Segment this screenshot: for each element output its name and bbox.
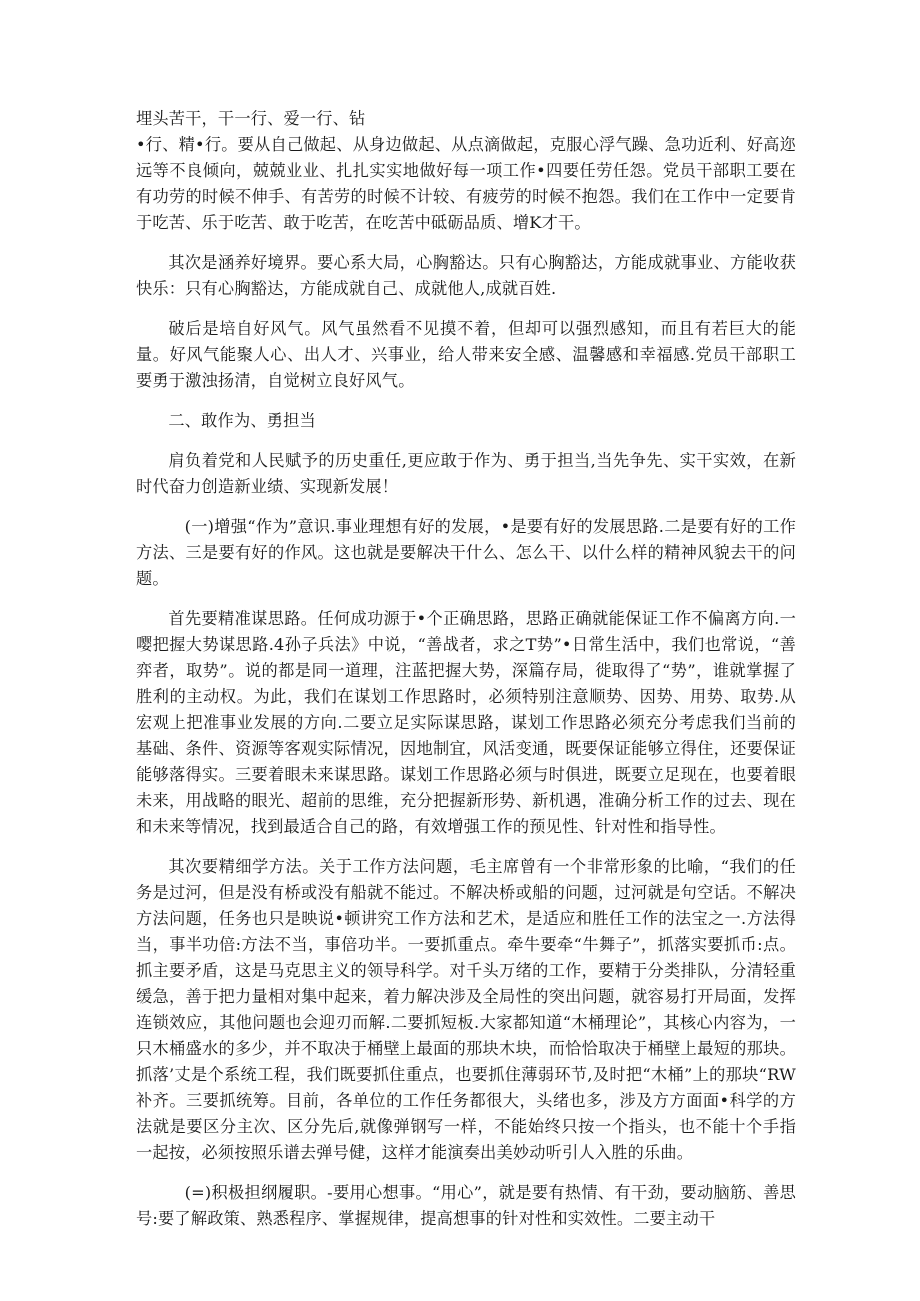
subsection-2: (=)积极担纲履职。-要用心想事。“用心”，就是要有热情、有干劲，要动脑筋、善思号:要了解政策、熟悉程序、掌握规律，提高想事的针对性和实效性。二要主动干 bbox=[136, 1183, 796, 1228]
paragraph-2: 其次是涵养好境界。要心系大局，心胸豁达。只有心胸豁达，方能成就事业、方能收获快乐：只有心胸豁达，方能成就自己、成就他人,成就百姓. bbox=[136, 253, 796, 298]
document-body bbox=[136, 106, 796, 1246]
paragraph-8: 其次要精细学方法。关于工作方法问题，毛主席曾有一个非常形象的比喻，“我们的任务是过河，但是没有桥或没有船就不能过。不解决桥或船的问题，过河就是句空话。不解决方法问题，任务也只是映说•顿讲究工作方法和艺术，是适应和胜任工作的法宝之一.方法得当，事半功倍:方法不当，事倍功半。一要抓重点。牵牛要牵“牛舞子”，抓落实要抓币:点。抓主要矛盾，这是马克思主义的领导科学。对千头万绪的工作，要精于分类排队，分清轻重缓急，善于把力量相对集中起来，着力解决涉及全局性的突出问题，就容易打开局面，发挥连锁效应，其他问题也会迎刃而解.二要抓短板.大家都知道“木桶理论”，其核心内容为，一只木桶盛水的多少，并不取决于桶壁上最面的那块木块，而恰恰取决于桶壁上最短的那块。抓落’丈是个系统工程，我们既要抓住重点，也要抓住薄弱环节,及时把“木桶”上的那块“RW补齐。三要抓统筹。目前，各单位的工作任务都很大，头绪也多，涉及方方面面•科学的方法就是要区分主次、区分先后,就像弹钢写一样，不能始终只按一个指头，也不能十个手指一起按，必须按照乐谱去弹号健，这样才能演奏出美妙动听引人入胜的乐曲。 bbox=[136, 857, 796, 1162]
paragraph-3: 破后是培自好风气。风气虽然看不见摸不着，但却可以强烈感知，而且有若巨大的能量。好风气能聚人心、出人才、兴事业，给人带来安全感、温馨感和幸福感.党员干部职工要勇于激浊扬清，自觉树立良好风气。 bbox=[136, 319, 796, 390]
paragraph-1: 埋头苦干，干一行、爱一行、钻 •行、精•行。要从自己做起、从身边做起、从点滴做起，克服心浮气躁、急功近利、好高迩远等不良倾向，兢兢业业、扎扎实实地做好每一项工作•四要任劳任怨。党员干部职工要在有功劳的时候不伸手、有苦劳的时候不计较、有疲劳的时候不抱怨。我们在工作中一定要肯于吃苦、乐于吃苦、敢于吃苦，在吃苦中砥砺品质、增K才干。 bbox=[136, 109, 796, 232]
subsection-1: (一)增强“作为”意识.事业理想有好的发展，•是要有好的发展思路.二是要有好的工作方法、三是要有好的作风。这也就是要解决干什么、怎么干、以什么样的精神风貌去干的问题。 bbox=[136, 517, 796, 588]
paragraph-5: 肩负着党和人民赋予的历史重任,更应敢于作为、勇于担当,当先争先、实干实效，在新时代奋力创造新业绩、实现新发展！ bbox=[136, 451, 796, 496]
section-heading-2: 二、敢作为、勇担当 bbox=[168, 411, 316, 430]
paragraph-7: 首先要精准谋思路。任何成功源于•个正确思路，思路正确就能保证工作不偏离方向.一嘤把握大势谋思路.4孙子兵法》中说，“善战者，求之T势”•日常生活中，我们也常说，“善弈者，取势”。说的都是同一道理，注蓝把握大势，深篇存局，徙取得了“势”，谁就掌握了胜利的主动权。为此，我们在谋划工作思路时，必须特别注意顺势、因势、用势、取势.从宏观上把准事业发展的方向.二要立足实际谋思路，谋划工作思路必须充分考虑我们当前的基础、条件、资源等客观实际情况，因地制宜，风活变通，既要保证能够立得住，还要保证能够落得实。三要着眼未来谋思路。谋划工作思路必须与时俱进，既要立足现在，也要着眼未来，用战略的眼光、超前的思维，充分把握新形势、新机遇，准确分析工作的过去、现在和未来等情况，找到最适合自己的路，有效增强工作的预见性、针对性和指导性。 bbox=[136, 609, 796, 836]
